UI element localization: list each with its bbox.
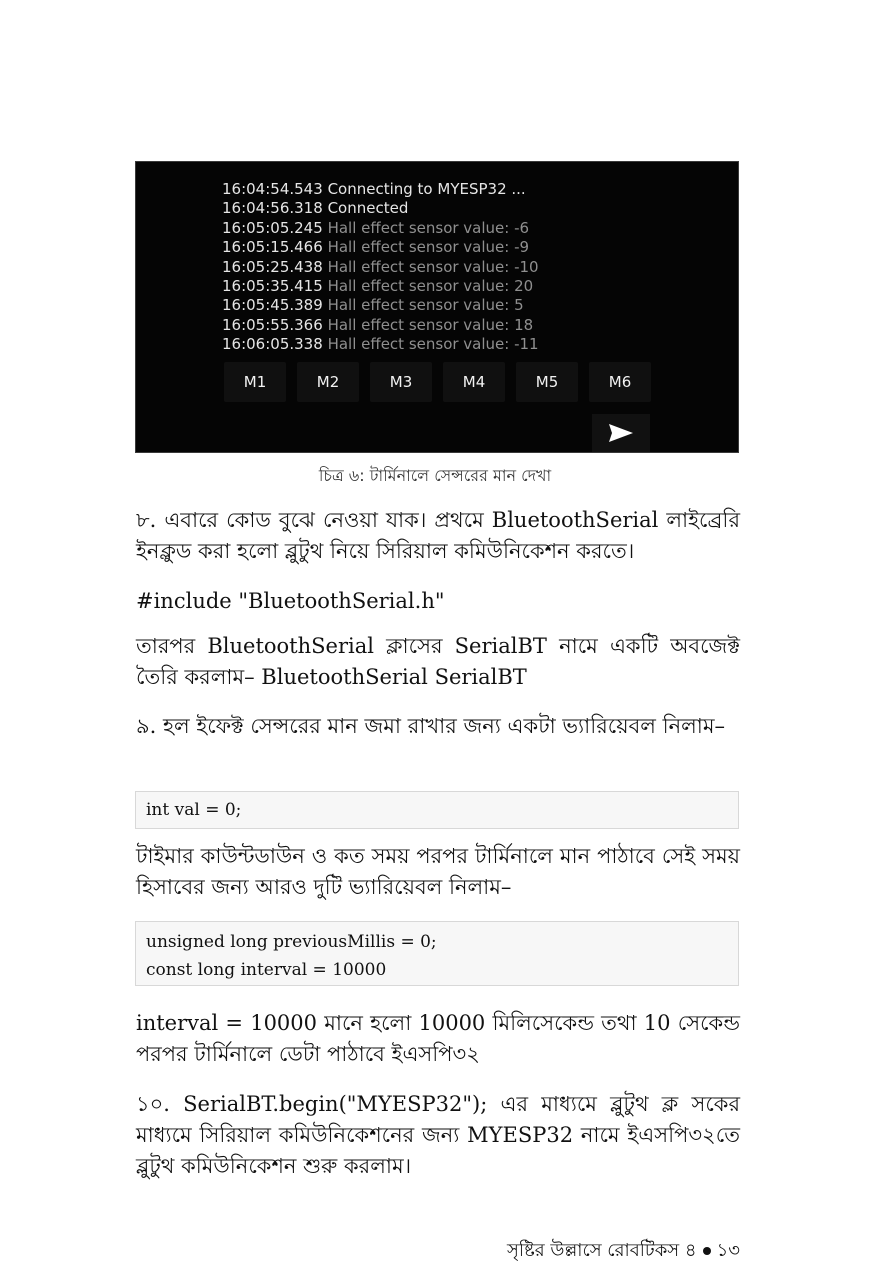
send-button[interactable] (592, 414, 650, 452)
macro-button-m3[interactable]: M3 (370, 362, 432, 402)
paragraph-step-9: ৯. হল ইফেক্ট সেন্সরের মান জমা রাখার জন্য একটা ভ্যারিয়েবল নিলাম– (136, 714, 726, 738)
macro-button-m6[interactable]: M6 (589, 362, 651, 402)
log-line: 16:05:45.389 Hall effect sensor value: 5 (222, 296, 524, 315)
terminal-log (222, 180, 539, 355)
send-icon (607, 422, 635, 444)
code-line: int val = 0; (146, 800, 242, 820)
code-block-val (135, 791, 739, 829)
macro-button-m1[interactable]: M1 (224, 362, 286, 402)
paragraph-object: তারপর BluetoothSerial ক্লাসের SerialBT নামে একটি অবজেক্ট তৈরি করলাম– BluetoothSerial SerialBT (136, 634, 740, 689)
figure-caption: চিত্র ৬: টার্মিনালে সেন্সরের মান দেখা (318, 466, 552, 485)
log-line: 16:06:05.338 Hall effect sensor value: -11 (222, 335, 539, 354)
include-line: #include "BluetoothSerial.h" (136, 589, 445, 613)
code-line: unsigned long previousMillis = 0; (146, 932, 437, 952)
page-footer (507, 1236, 740, 1267)
bullet-separator (703, 1247, 711, 1255)
macro-button-m4[interactable]: M4 (443, 362, 505, 402)
code-block-millis (135, 921, 739, 986)
paragraph-interval: interval = 10000 মানে হলো 10000 মিলিসেকেন্ড তথা 10 সেকেন্ড পরপর টার্মিনালে ডেটা পাঠাবে ইএসপি৩২ (136, 1011, 740, 1066)
log-line: 16:05:55.366 Hall effect sensor value: 18 (222, 315, 534, 334)
code-line: const long interval = 10000 (146, 960, 387, 980)
macro-button-row (224, 362, 651, 402)
macro-button-m5[interactable]: M5 (516, 362, 578, 402)
page-number: ১৩ (716, 1240, 740, 1261)
paragraph-timer: টাইমার কাউন্টডাউন ও কত সময় পরপর টার্মিনালে মান পাঠাবে সেই সময় হিসাবের জন্য আরও দুটি ভ্যারিয়েবল নিলাম– (136, 844, 740, 899)
log-line: 16:05:05.245 Hall effect sensor value: -6 (222, 218, 530, 237)
terminal-screenshot (135, 161, 739, 453)
log-line: 16:04:54.543 Connecting to MYESP32 ... (222, 180, 526, 198)
log-line: 16:05:35.415 Hall effect sensor value: 20 (222, 277, 534, 296)
paragraph-step-10: ১০. SerialBT.begin("MYESP32"); এর মাধ্যমে ব্লুটুথ ক্ল সকের মাধ্যমে সিরিয়াল কমিউনিকেশনের জন্য MYESP32 নামে ইএসপি৩২তে ব্লুটুথ কমিউনিকেশন শুরু করলাম। (136, 1092, 740, 1178)
log-line: 16:05:25.438 Hall effect sensor value: -10 (222, 257, 539, 276)
book-title: সৃষ্টির উল্লাসে রোবটিকস ৪ (506, 1240, 697, 1261)
macro-button-m2[interactable]: M2 (297, 362, 359, 402)
log-line: 16:04:56.318 Connected (222, 199, 409, 218)
paragraph-step-8: ৮. এবারে কোড বুঝে নেওয়া যাক। প্রথমে BluetoothSerial লাইব্রেরি ইনক্লুড করা হলো ব্লুটুথ নিয়ে সিরিয়াল কমিউনিকেশন করতে। (136, 508, 740, 563)
log-line: 16:05:15.466 Hall effect sensor value: -9 (222, 238, 530, 257)
